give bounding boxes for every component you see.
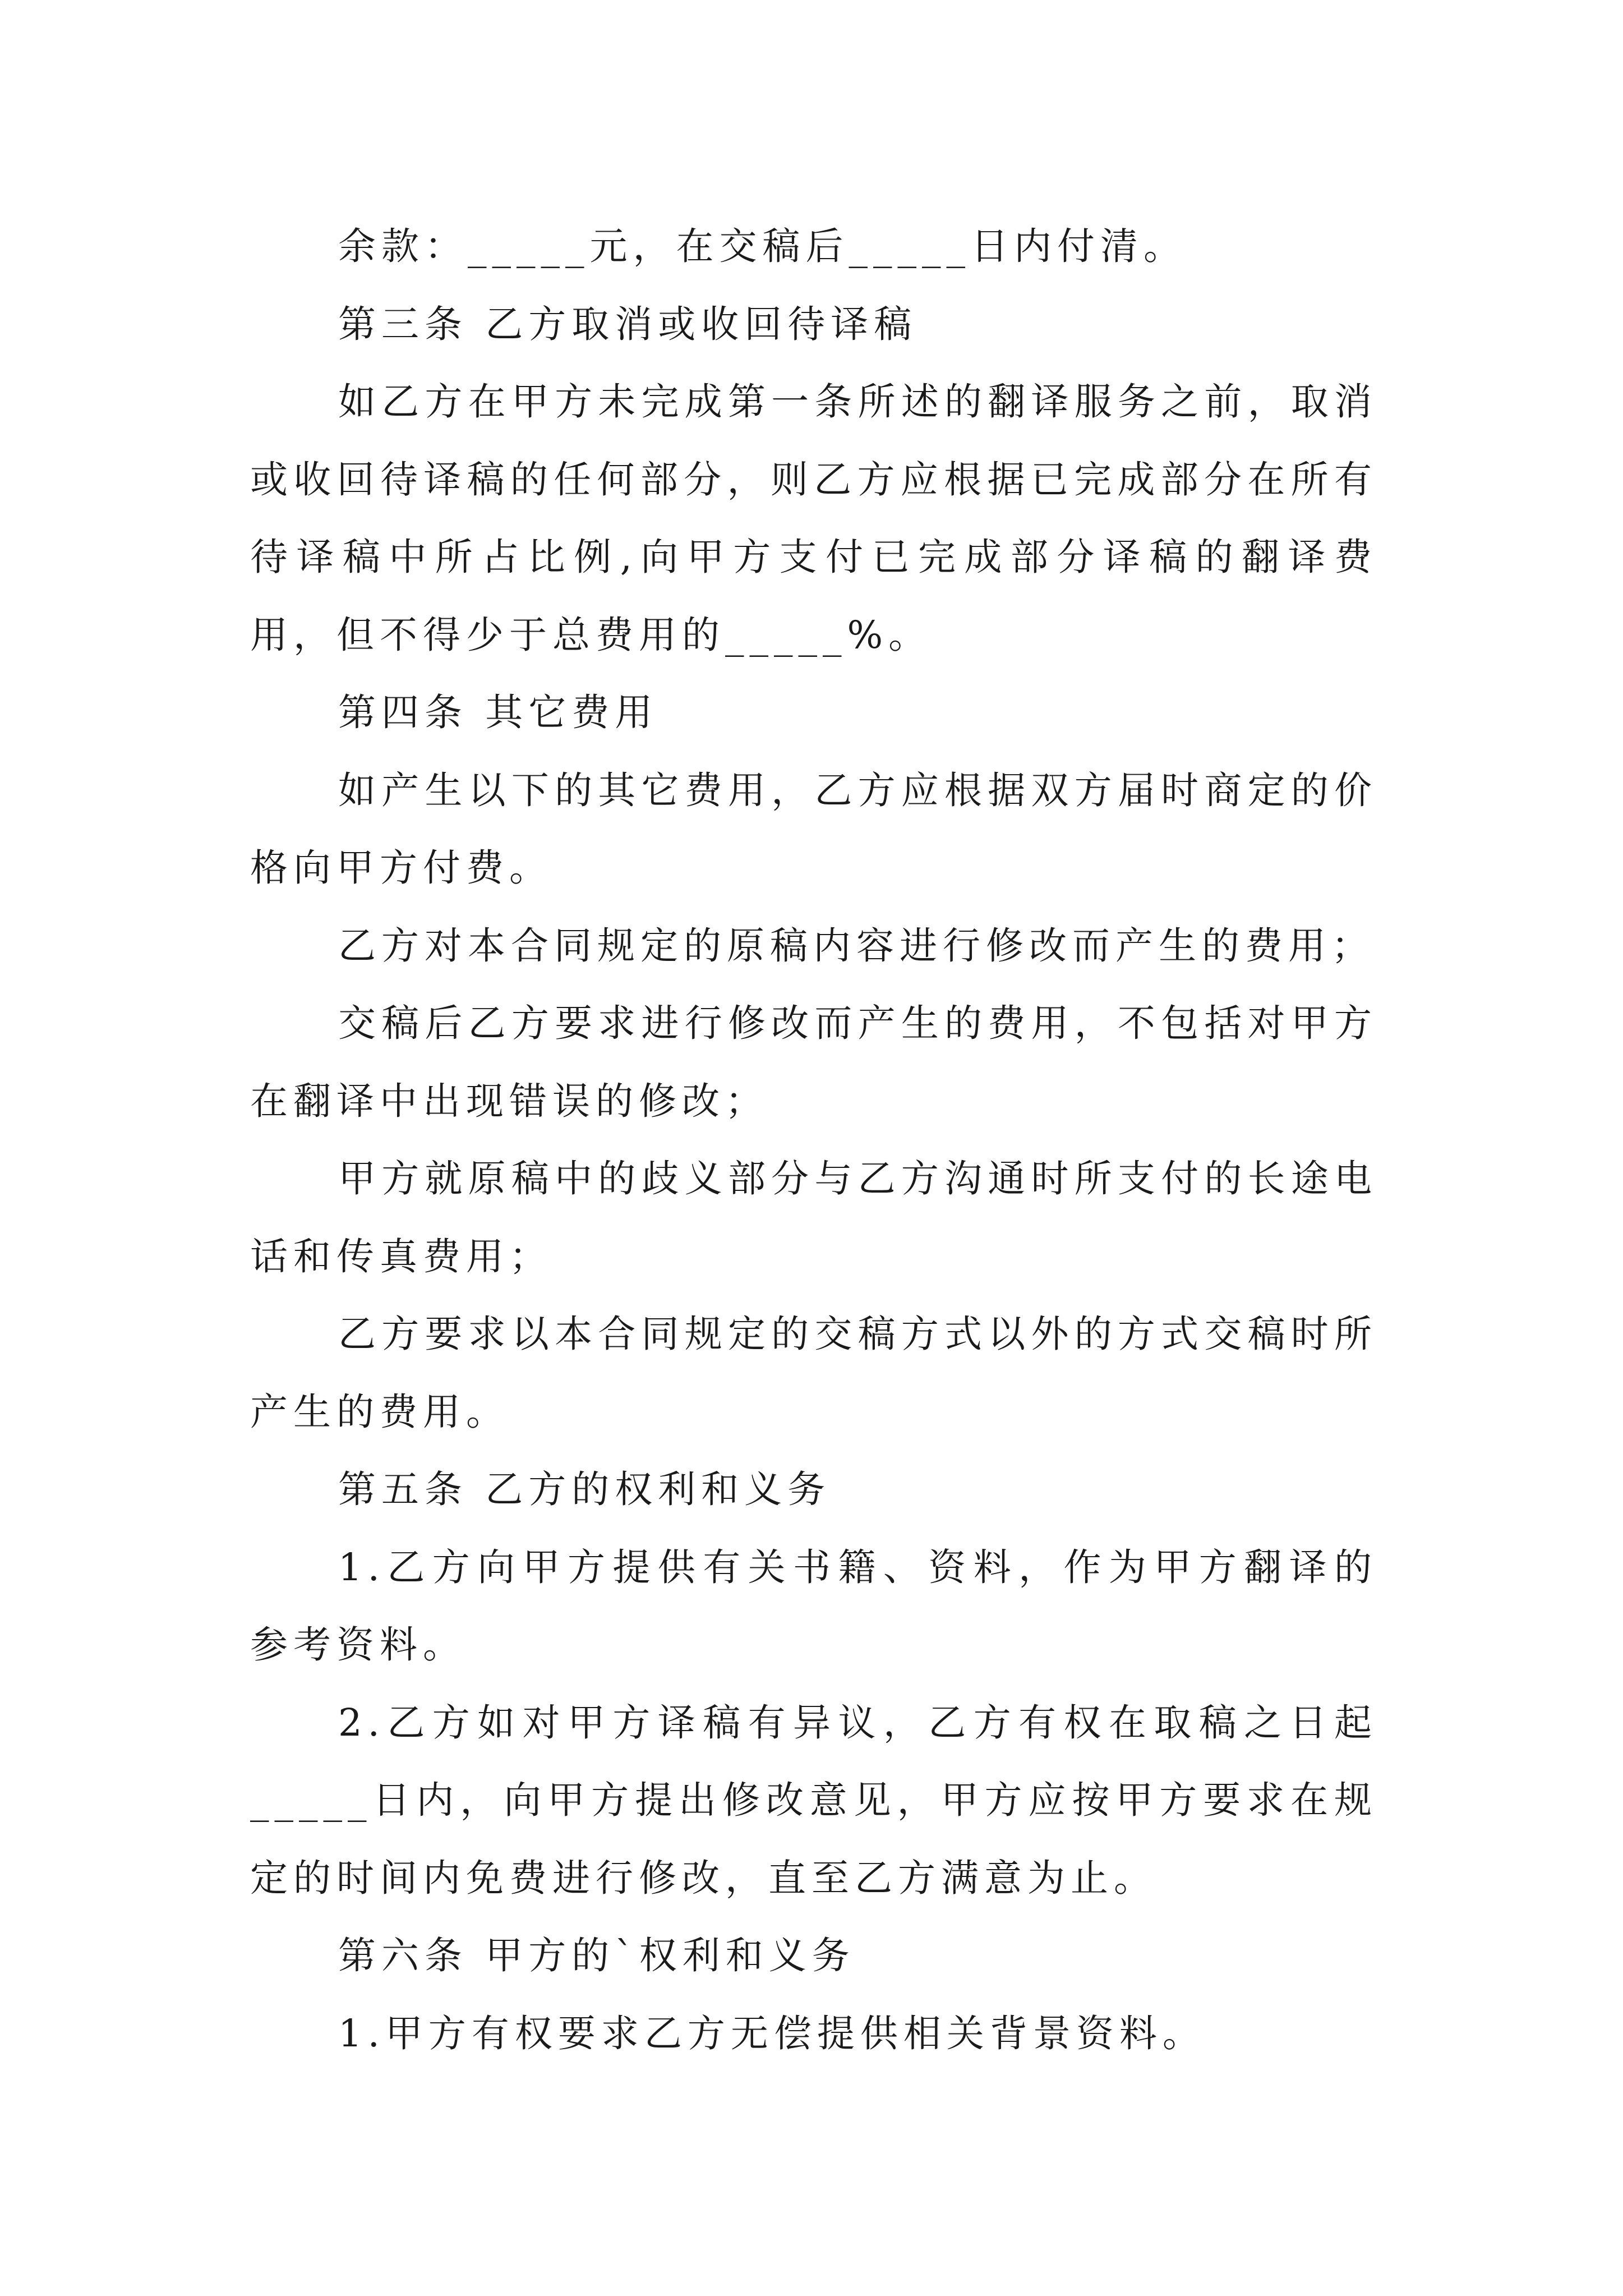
paragraph-party-b-item-1: 1.乙方向甲方提供有关书籍、资料，作为甲方翻译的参考资料。 [250,1545,1377,1667]
paragraph-other-fees: 如产生以下的其它费用，乙方应根据双方届时商定的价格向甲方付费。 [250,768,1377,890]
paragraph-fee-item-3: 甲方就原稿中的歧义部分与乙方沟通时所支付的长途电话和传真费用； [250,1157,1377,1278]
paragraph-balance-payment: 余款：_____元，在交稿后_____日内付清。 [338,224,1187,268]
article-6-heading: 第六条 甲方的`权利和义务 [338,1934,855,1977]
article-5-heading: 第五条 乙方的权利和义务 [338,1467,831,1511]
article-4-heading: 第四条 其它费用 [338,691,658,734]
article-3-heading: 第三条 乙方取消或收回待译稿 [338,302,917,346]
paragraph-fee-item-2: 交稿后乙方要求进行修改而产生的费用，不包括对甲方在翻译中出现错误的修改； [250,1001,1377,1123]
paragraph-party-a-item-1: 1.甲方有权要求乙方无偿提供相关背景资料。 [338,2011,1206,2055]
document-body [250,208,1377,2072]
paragraph-cancellation: 如乙方在甲方未完成第一条所述的翻译服务之前，取消或收回待译稿的任何部分，则乙方应根据已完成部分在所有待译稿中所占比例,向甲方支付已完成部分译稿的翻译费用，但不得少于总费用的_____%。 [250,380,1377,657]
paragraph-fee-item-4: 乙方要求以本合同规定的交稿方式以外的方式交稿时所产生的费用。 [250,1312,1377,1434]
paragraph-party-b-item-2: 2.乙方如对甲方译稿有异议，乙方有权在取稿之日起_____日内，向甲方提出修改意见，甲方应按甲方要求在规定的时间内免费进行修改，直至乙方满意为止。 [250,1700,1377,1900]
paragraph-fee-item-1: 乙方对本合同规定的原稿内容进行修改而产生的费用； [338,923,1375,968]
